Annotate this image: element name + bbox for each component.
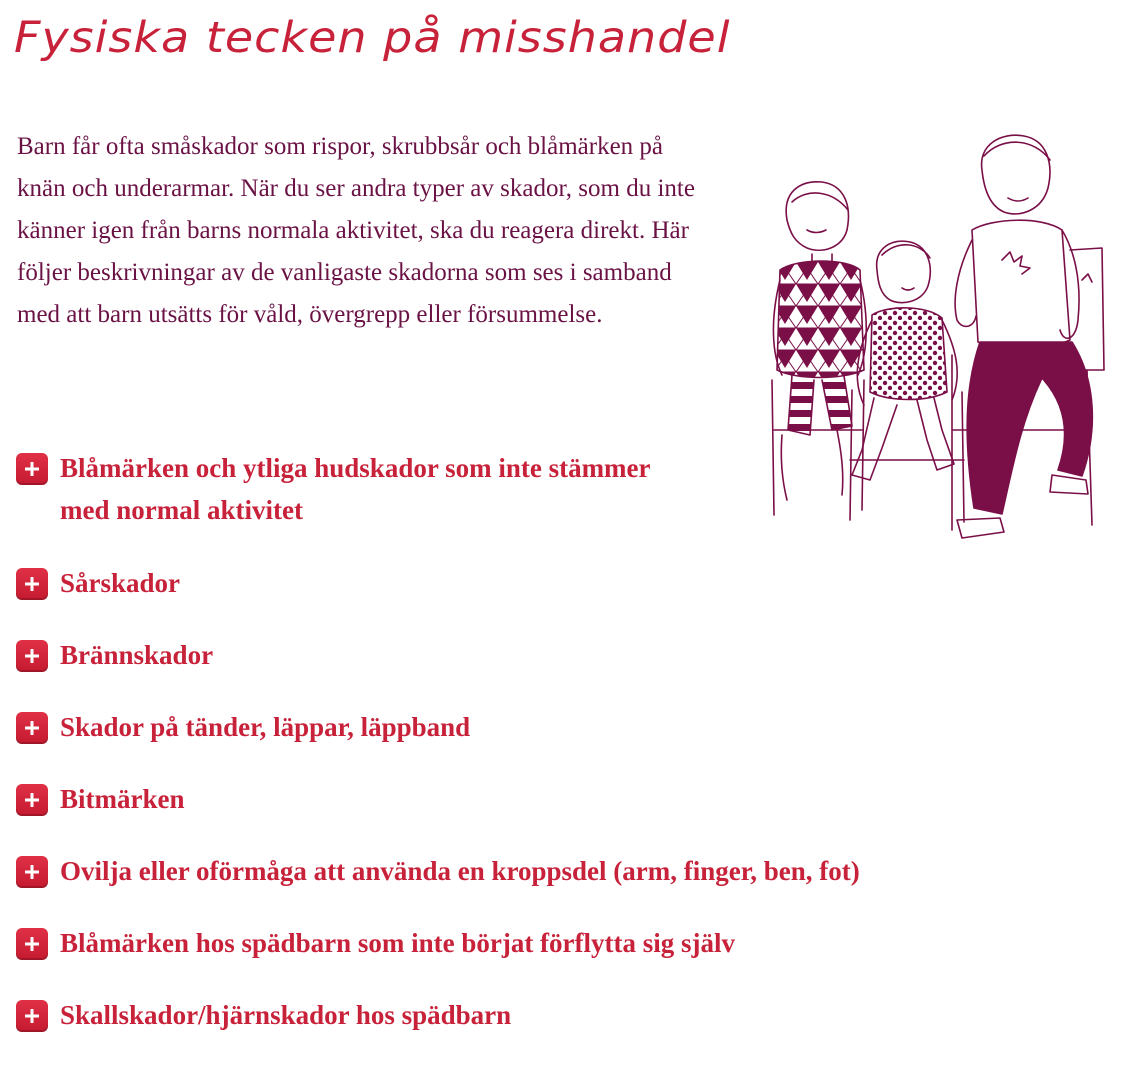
accordion-item-brannskador[interactable] — [16, 634, 1136, 676]
accordion-item-label[interactable]: Ovilja eller oförmåga att använda en kroppsdel (arm, finger, ben, fot) — [60, 856, 860, 886]
intro-text: Barn får ofta småskador som rispor, skrubbsår och blåmärken på knän och underarmar. När du ser andra typer av skador, som du inte känner igen från barns normala aktivitet, ska du reagera direkt. Här följer beskrivningar av de vanligaste skadorna som ses i samband med att barn utsätts för våld, övergrepp eller försummelse. — [17, 133, 695, 328]
injury-accordion — [16, 447, 1136, 1066]
accordion-item-skallskador[interactable] — [16, 994, 1136, 1036]
plus-icon[interactable] — [16, 1000, 48, 1032]
page-title: Fysiska tecken på misshandel — [14, 12, 731, 63]
plus-icon[interactable] — [16, 856, 48, 888]
plus-icon[interactable] — [16, 568, 48, 600]
accordion-item-tander-lappar[interactable] — [16, 706, 1136, 748]
accordion-item-blamarken-spadbarn[interactable] — [16, 922, 1136, 964]
accordion-item-label[interactable]: Blåmärken och ytliga hudskador som inte stämmer med normal aktivitet — [60, 453, 651, 525]
plus-icon[interactable] — [16, 712, 48, 744]
plus-icon[interactable] — [16, 784, 48, 816]
plus-icon[interactable] — [16, 640, 48, 672]
plus-icon[interactable] — [16, 928, 48, 960]
accordion-item-sarskador[interactable] — [16, 562, 1136, 604]
accordion-item-label[interactable]: Skador på tänder, läppar, läppband — [60, 712, 471, 742]
accordion-item-ovilja-kroppsdel[interactable] — [16, 850, 1136, 892]
accordion-item-label[interactable]: Sårskador — [60, 568, 181, 598]
plus-icon[interactable] — [16, 453, 48, 485]
accordion-item-blamarken-ytliga[interactable] — [16, 447, 1136, 531]
accordion-item-label[interactable]: Skallskador/hjärnskador hos spädbarn — [60, 1000, 512, 1030]
accordion-item-label[interactable]: Blåmärken hos spädbarn som inte börjat förflytta sig själv — [60, 928, 736, 958]
accordion-item-label[interactable]: Brännskador — [60, 640, 214, 670]
accordion-item-bitmarken[interactable] — [16, 778, 1136, 820]
accordion-item-label[interactable]: Bitmärken — [60, 784, 185, 814]
